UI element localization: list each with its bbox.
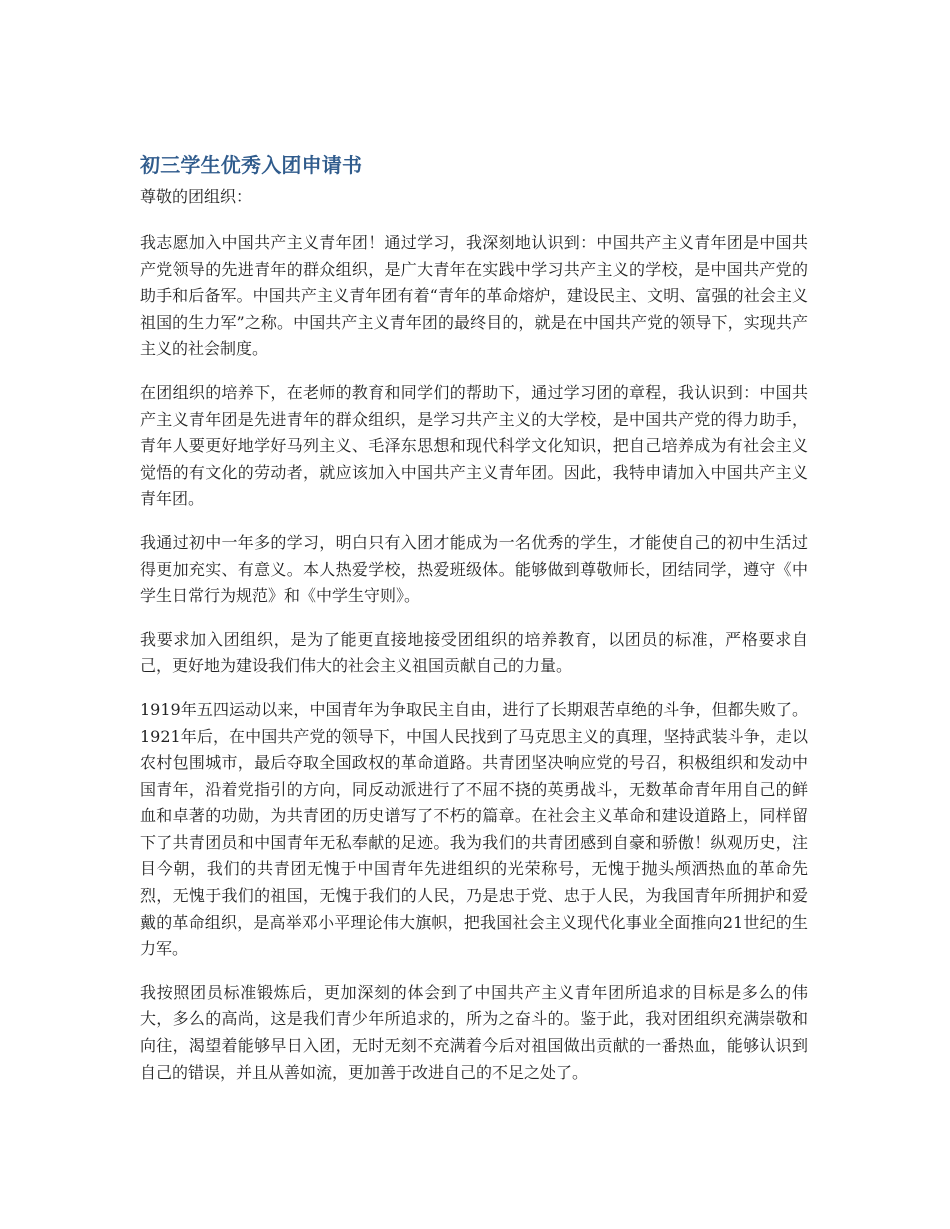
document-page xyxy=(140,150,808,1086)
salutation: 尊敬的团组织： xyxy=(140,187,253,206)
paragraph-1: 我志愿加入中国共产主义青年团！通过学习，我深刻地认识到：中国共产主义青年团是中国共产党领导的先进青年的群众组织，是广大青年在实践中学习共产主义的学校，是中国共产党的助手和后备军。中国共产主义青年团有着“青年的革命熔炉，建设民主、文明、富强的社会主义祖国的生力军”之称。中国共产主义青年团的最终目的，就是在中国共产党的领导下，实现共产主义的社会制度。 xyxy=(140,233,808,359)
paragraph-4: 我要求加入团组织，是为了能更直接地接受团组织的培养教育，以团员的标准，严格要求自己，更好地为建设我们伟大的社会主义祖国贡献自己的力量。 xyxy=(140,629,808,676)
paragraph-6: 我按照团员标准锻炼后，更加深刻的体会到了中国共产主义青年团所追求的目标是多么的伟大，多么的高尚，这是我们青少年所追求的，所为之奋斗的。鉴于此，我对团组织充满崇敬和向往，渴望着能够早日入团，无时无刻不充满着今后对祖国做出贡献的一番热血，能够认识到自己的错误，并且从善如流，更加善于改进自己的不足之处了。 xyxy=(140,982,808,1082)
paragraph-3: 我通过初中一年多的学习，明白只有入团才能成为一名优秀的学生，才能使自己的初中生活过得更加充实、有意义。本人热爱学校，热爱班级体。能够做到尊敬师长，团结同学，遵守《中学生日常行为规范》和《中学生守则》。 xyxy=(140,532,808,606)
document-title: 初三学生优秀入团申请书 xyxy=(140,153,363,177)
paragraph-5: 1919年五四运动以来，中国青年为争取民主自由，进行了长期艰苦卓绝的斗争，但都失败了。1921年后，在中国共产党的领导下，中国人民找到了马克思主义的真理，坚持武装斗争，走以农村包围城市，最后夺取全国政权的革命道路。共青团坚决响应党的号召，积极组织和发动中国青年，沿着党指引的方向，同反动派进行了不屈不挠的英勇战斗，无数革命青年用自己的鲜血和卓著的功勋，为共青团的历史谱写了不朽的篇章。在社会主义革命和建设道路上，同样留下了共青团员和中国青年无私奉献的足迹。我为我们的共青团感到自豪和骄傲！纵观历史，注目今朝，我们的共青团无愧于中国青年先进组织的光荣称号，无愧于抛头颅洒热血的革命先烈，无愧于我们的祖国，无愧于我们的人民，乃是忠于党、忠于人民，为我国青年所拥护和爱戴的革命组织，是高举邓小平理论伟大旗帜，把我国社会主义现代化事业全面推向21世纪的生力军。 xyxy=(140,699,808,959)
paragraph-2: 在团组织的培养下，在老师的教育和同学们的帮助下，通过学习团的章程，我认识到：中国共产主义青年团是先进青年的群众组织，是学习共产主义的大学校，是中国共产党的得力助手，青年人要更好地学好马列主义、毛泽东思想和现代科学文化知识，把自己培养成为有社会主义觉悟的有文化的劳动者，就应该加入中国共产主义青年团。因此，我特申请加入中国共产主义青年团。 xyxy=(140,382,808,509)
